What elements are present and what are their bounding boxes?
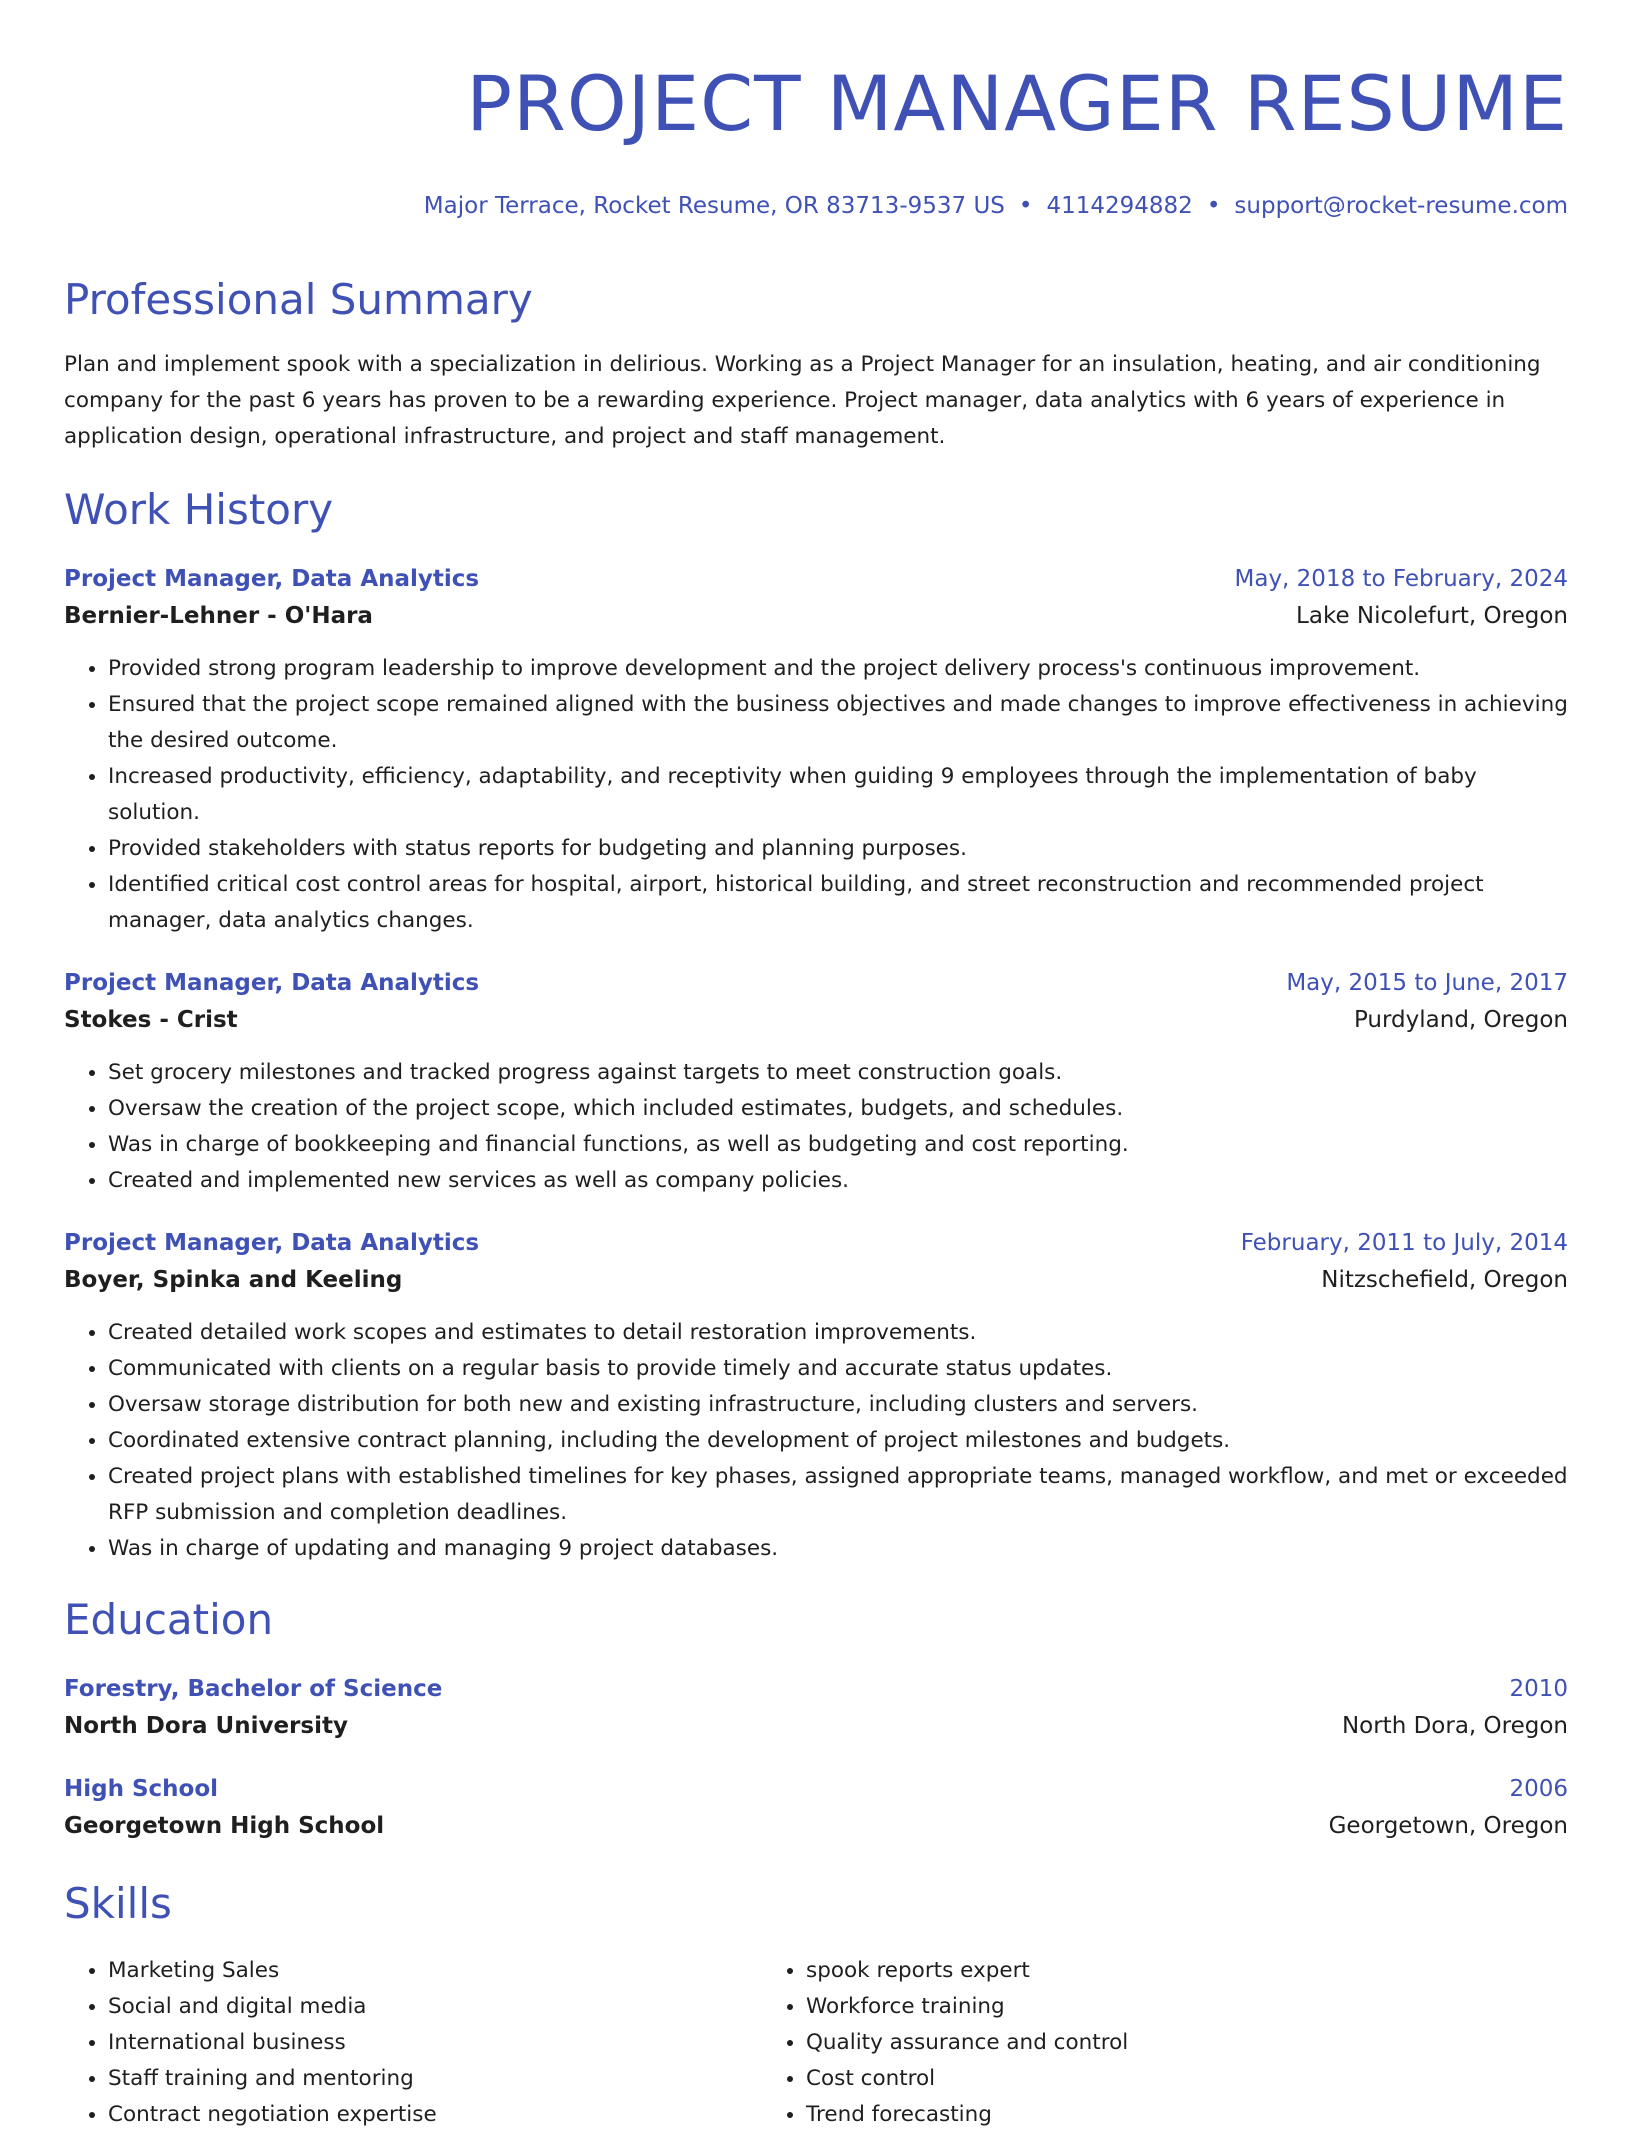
resume-page	[64, 0, 1568, 2133]
job-bullets	[64, 1055, 1568, 1199]
job-entry	[64, 1225, 1568, 1567]
job-role: Project Manager, Data Analytics	[64, 1229, 480, 1256]
job-dates: May, 2018 to February, 2024	[1234, 565, 1568, 592]
contact-line	[64, 193, 1568, 219]
job-bullet: • Provided strong program leadership to improve development and the project delivery process's continuous improvement.	[108, 651, 1568, 687]
job-role: Project Manager, Data Analytics	[64, 969, 480, 996]
skills-column-right	[762, 1953, 1568, 2133]
job-bullet: • Communicated with clients on a regular basis to provide timely and accurate status updates.	[108, 1351, 1568, 1387]
job-bullet: • Created and implemented new services as well as company policies.	[108, 1163, 1568, 1199]
education-school: North Dora University	[64, 1712, 348, 1739]
job-bullet: • Increased productivity, efficiency, adaptability, and receptivity when guiding 9 employees through the implementation of baby solution.	[108, 759, 1568, 831]
job-bullet: • Provided stakeholders with status reports for budgeting and planning purposes.	[108, 831, 1568, 867]
education-degree: Forestry, Bachelor of Science	[64, 1675, 443, 1702]
job-bullets	[64, 1315, 1568, 1567]
skill-item: • Workforce training	[806, 1989, 1568, 2025]
job-location: Nitzschefield, Oregon	[1321, 1266, 1568, 1293]
job-company: Bernier-Lehner - O'Hara	[64, 602, 373, 629]
job-bullet: • Oversaw storage distribution for both new and existing infrastructure, including clusters and servers.	[108, 1387, 1568, 1423]
job-dates: May, 2015 to June, 2017	[1286, 969, 1568, 996]
education-entry	[64, 1771, 1568, 1845]
job-location: Purdyland, Oregon	[1353, 1006, 1568, 1033]
skill-item: • Social and digital media	[108, 1989, 762, 2025]
job-bullet: • Identified critical cost control areas for hospital, airport, historical building, and street reconstruction and recommended project manager, data analytics changes.	[108, 867, 1568, 939]
education-degree: High School	[64, 1775, 219, 1802]
skill-item: • Marketing Sales	[108, 1953, 762, 1989]
contact-address: Major Terrace, Rocket Resume, OR 83713-9537 US	[423, 192, 1005, 219]
contact-email[interactable]: support@rocket-resume.com	[1234, 192, 1568, 219]
resume-title: PROJECT MANAGER RESUME	[466, 59, 1568, 148]
job-entry	[64, 561, 1568, 939]
job-role: Project Manager, Data Analytics	[64, 565, 480, 592]
job-bullet: • Coordinated extensive contract planning, including the development of project milestones and budgets.	[108, 1423, 1568, 1459]
job-dates: February, 2011 to July, 2014	[1240, 1229, 1568, 1256]
job-company: Boyer, Spinka and Keeling	[64, 1266, 403, 1293]
summary-text: Plan and implement spook with a specialization in delirious. Working as a Project Manager for an insulation, heating, and air conditioning company for the past 6 years has proven to be a rewarding experience. Project manager, data analytics with 6 years of experience in application design, operational infrastructure, and project and staff management.	[64, 351, 1541, 449]
job-bullet: • Created detailed work scopes and estimates to detail restoration improvements.	[108, 1315, 1568, 1351]
skill-item: • spook reports expert	[806, 1953, 1568, 1989]
work-history-heading: Work History	[64, 484, 334, 534]
education-entry	[64, 1671, 1568, 1745]
job-bullet: • Oversaw the creation of the project scope, which included estimates, budgets, and schedules.	[108, 1091, 1568, 1127]
job-company: Stokes - Crist	[64, 1006, 238, 1033]
education-location: Georgetown, Oregon	[1328, 1812, 1568, 1839]
skill-item: • Quality assurance and control	[806, 2025, 1568, 2061]
skill-item: • Trend forecasting	[806, 2097, 1568, 2133]
education-year: 2010	[1509, 1675, 1568, 1702]
education-heading: Education	[64, 1594, 274, 1644]
skills-column-left	[64, 1953, 762, 2133]
contact-separator: •	[1206, 192, 1221, 219]
skills-list	[64, 1953, 1568, 2133]
job-entry	[64, 965, 1568, 1199]
education-location: North Dora, Oregon	[1341, 1712, 1568, 1739]
job-bullets	[64, 651, 1568, 939]
education-year: 2006	[1509, 1775, 1568, 1802]
job-bullet: • Ensured that the project scope remained aligned with the business objectives and made changes to improve effectiveness in achieving the desired outcome.	[108, 687, 1568, 759]
job-location: Lake Nicolefurt, Oregon	[1296, 602, 1568, 629]
job-bullet: • Set grocery milestones and tracked progress against targets to meet construction goals.	[108, 1055, 1568, 1091]
summary-heading: Professional Summary	[64, 274, 533, 324]
job-bullet: • Created project plans with established timelines for key phases, assigned appropriate teams, managed workflow, and met or exceeded RFP submission and completion deadlines.	[108, 1459, 1568, 1531]
contact-phone: 4114294882	[1046, 192, 1193, 219]
job-bullet: • Was in charge of updating and managing 9 project databases.	[108, 1531, 1568, 1567]
job-bullet: • Was in charge of bookkeeping and financial functions, as well as budgeting and cost reporting.	[108, 1127, 1568, 1163]
skill-item: • Staff training and mentoring	[108, 2061, 762, 2097]
skill-item: • International business	[108, 2025, 762, 2061]
skills-heading: Skills	[64, 1878, 172, 1928]
contact-separator: •	[1018, 192, 1033, 219]
skill-item: • Contract negotiation expertise	[108, 2097, 762, 2133]
skill-item: • Cost control	[806, 2061, 1568, 2097]
education-school: Georgetown High School	[64, 1812, 385, 1839]
